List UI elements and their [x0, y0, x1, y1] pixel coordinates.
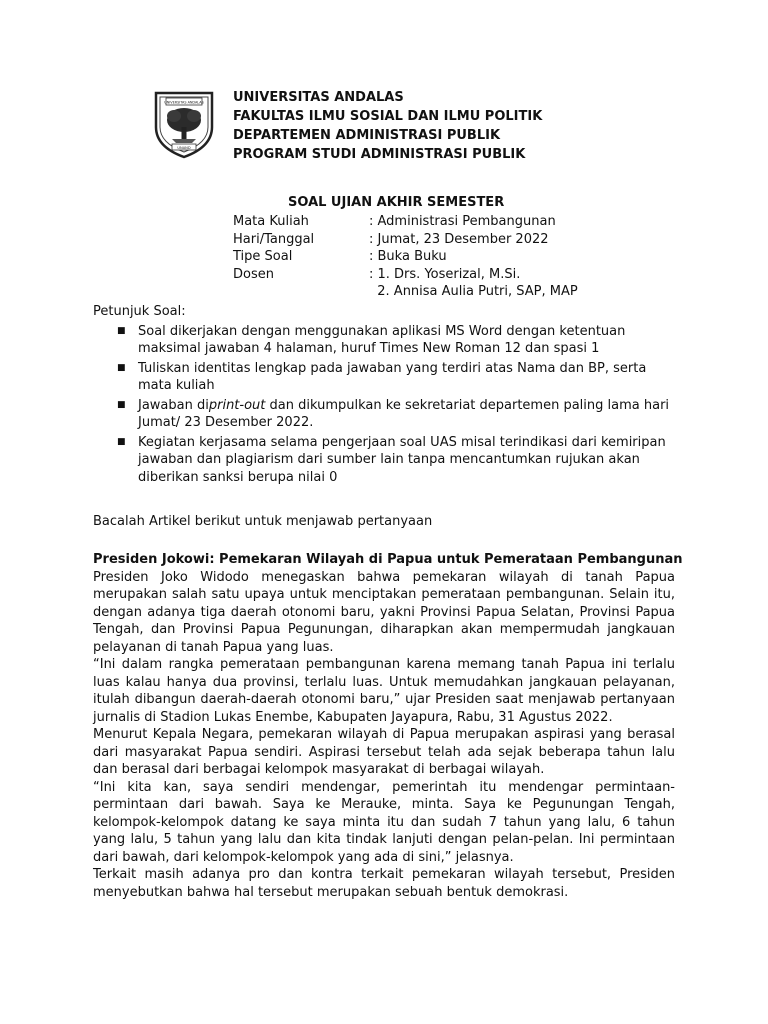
square-bullet-icon: ■ [117, 325, 126, 336]
square-bullet-icon: ■ [117, 399, 126, 410]
instruction-item [93, 397, 683, 432]
info-label: Hari/Tanggal [233, 231, 315, 247]
instructions-heading: Petunjuk Soal: [93, 304, 186, 319]
exam-info-table [233, 213, 578, 301]
instruction-text: Kegiatan kerjasama selama pengerjaan soal UAS misal terindikasi dari kemiripan jawaban dan plagiarism dari sumber lain tanpa mencantumkan rujukan akan diberikan sanksi berupa nilai 0 [138, 434, 666, 485]
info-value: : Buka Buku [369, 249, 447, 264]
university-logo [152, 87, 216, 159]
instruction-text-pre: Jawaban di [138, 397, 209, 413]
info-value: : 1. Drs. Yoserizal, M.Si. [369, 266, 521, 282]
instruction-item [93, 323, 683, 358]
department-name: DEPARTEMEN ADMINISTRASI PUBLIK [233, 128, 501, 143]
info-label [233, 283, 369, 301]
instructions-list [93, 323, 683, 487]
article-title: Presiden Jokowi: Pemekaran Wilayah di Papua untuk Pemerataan Pembangunan [93, 552, 683, 567]
article [93, 551, 683, 901]
instruction-text-post: dan dikumpulkan ke sekretariat departemen paling lama hari Jumat/ 23 Desember 2022. [138, 397, 670, 430]
info-label: Tipe Soal [233, 249, 293, 264]
info-value: 2. Annisa Aulia Putri, SAP, MAP [369, 284, 578, 299]
square-bullet-icon: ■ [117, 362, 126, 373]
info-value: : Jumat, 23 Desember 2022 [369, 231, 549, 247]
info-row [233, 231, 578, 249]
article-paragraph: Menurut Kepala Negara, pemekaran wilayah di Papua merupakan aspirasi yang berasal dari masyarakat Papua sendiri. Aspirasi tersebut telah ada sejak beberapa tahun lalu dan berasal dari berbagai kelompok masyarakat di berbagai wilayah. [93, 727, 675, 777]
info-label: Mata Kuliah [233, 214, 309, 229]
instruction-text-emphasis: print-out [208, 397, 266, 413]
program-name: PROGRAM STUDI ADMINISTRASI PUBLIK [233, 147, 526, 162]
info-row [233, 248, 578, 266]
university-name: UNIVERSITAS ANDALAS [233, 90, 404, 105]
instruction-item [93, 360, 683, 395]
logo-banner-text: UNIVERSITAS ANDALAS [164, 100, 204, 105]
info-value: : Administrasi Pembangunan [369, 214, 556, 229]
exam-title: SOAL UJIAN AKHIR SEMESTER [288, 195, 505, 210]
info-row [233, 266, 578, 284]
logo-base-text: UNAND [177, 145, 191, 150]
instruction-text: Soal dikerjakan dengan menggunakan aplikasi MS Word dengan ketentuan maksimal jawaban 4 halaman, huruf Times New Roman 12 dan spasi 1 [138, 323, 626, 356]
info-row [233, 213, 578, 231]
article-intro: Bacalah Artikel berikut untuk menjawab pertanyaan [93, 514, 433, 529]
instruction-item [93, 434, 683, 487]
article-paragraph: “Ini dalam rangka pemerataan pembangunan karena memang tanah Papua ini terlalu luas kalau hanya dua provinsi, terlalu luas. Untuk memudahkan jangkauan pelayanan, itulah dibangun daerah-daerah otonomi baru,” ujar Presiden saat menjawab pertanyaan jurnalis di Stadion Lukas Enembe, Kabupaten Jayapura, Rabu, 31 Agustus 2022. [93, 657, 675, 725]
info-row [233, 283, 578, 301]
article-paragraph: Terkait masih adanya pro dan kontra terkait pemekaran wilayah tersebut, Presiden menyebutkan bahwa hal tersebut merupakan sebuah bentuk demokrasi. [93, 867, 675, 900]
info-label: Dosen [233, 266, 274, 282]
square-bullet-icon: ■ [117, 436, 126, 447]
faculty-name: FAKULTAS ILMU SOSIAL DAN ILMU POLITIK [233, 109, 543, 124]
instruction-text: Tuliskan identitas lengkap pada jawaban yang terdiri atas Nama dan BP, serta mata kuliah [138, 360, 647, 393]
institution-header [233, 88, 542, 164]
article-paragraph: “Ini kita kan, saya sendiri mendengar, pemerintah itu mendengar permintaan-permintaan dari bawah. Saya ke Merauke, minta. Saya ke Pegunungan Tengah, kelompok-kelompok datang ke saya minta itu dan sudah 7 tahun yang lalu, 6 tahun yang lalu, 5 tahun yang lalu dan kita tindak lanjuti dengan pelan-pelan. Ini permintaan dari bawah, dari kelompok-kelompok yang ada di sini,” jelasnya. [93, 779, 675, 865]
article-paragraph: Presiden Joko Widodo menegaskan bahwa pemekaran wilayah di tanah Papua merupakan salah satu upaya untuk menciptakan pemerataan pembangunan. Selain itu, dengan adanya tiga daerah otonomi baru, yakni Provinsi Papua Selatan, Provinsi Papua Tengah, dan Provinsi Papua Pegunungan, diharapkan akan mempermudah jangkauan pelayanan di tanah Papua yang luas. [93, 569, 675, 655]
instructions-section [93, 303, 683, 488]
